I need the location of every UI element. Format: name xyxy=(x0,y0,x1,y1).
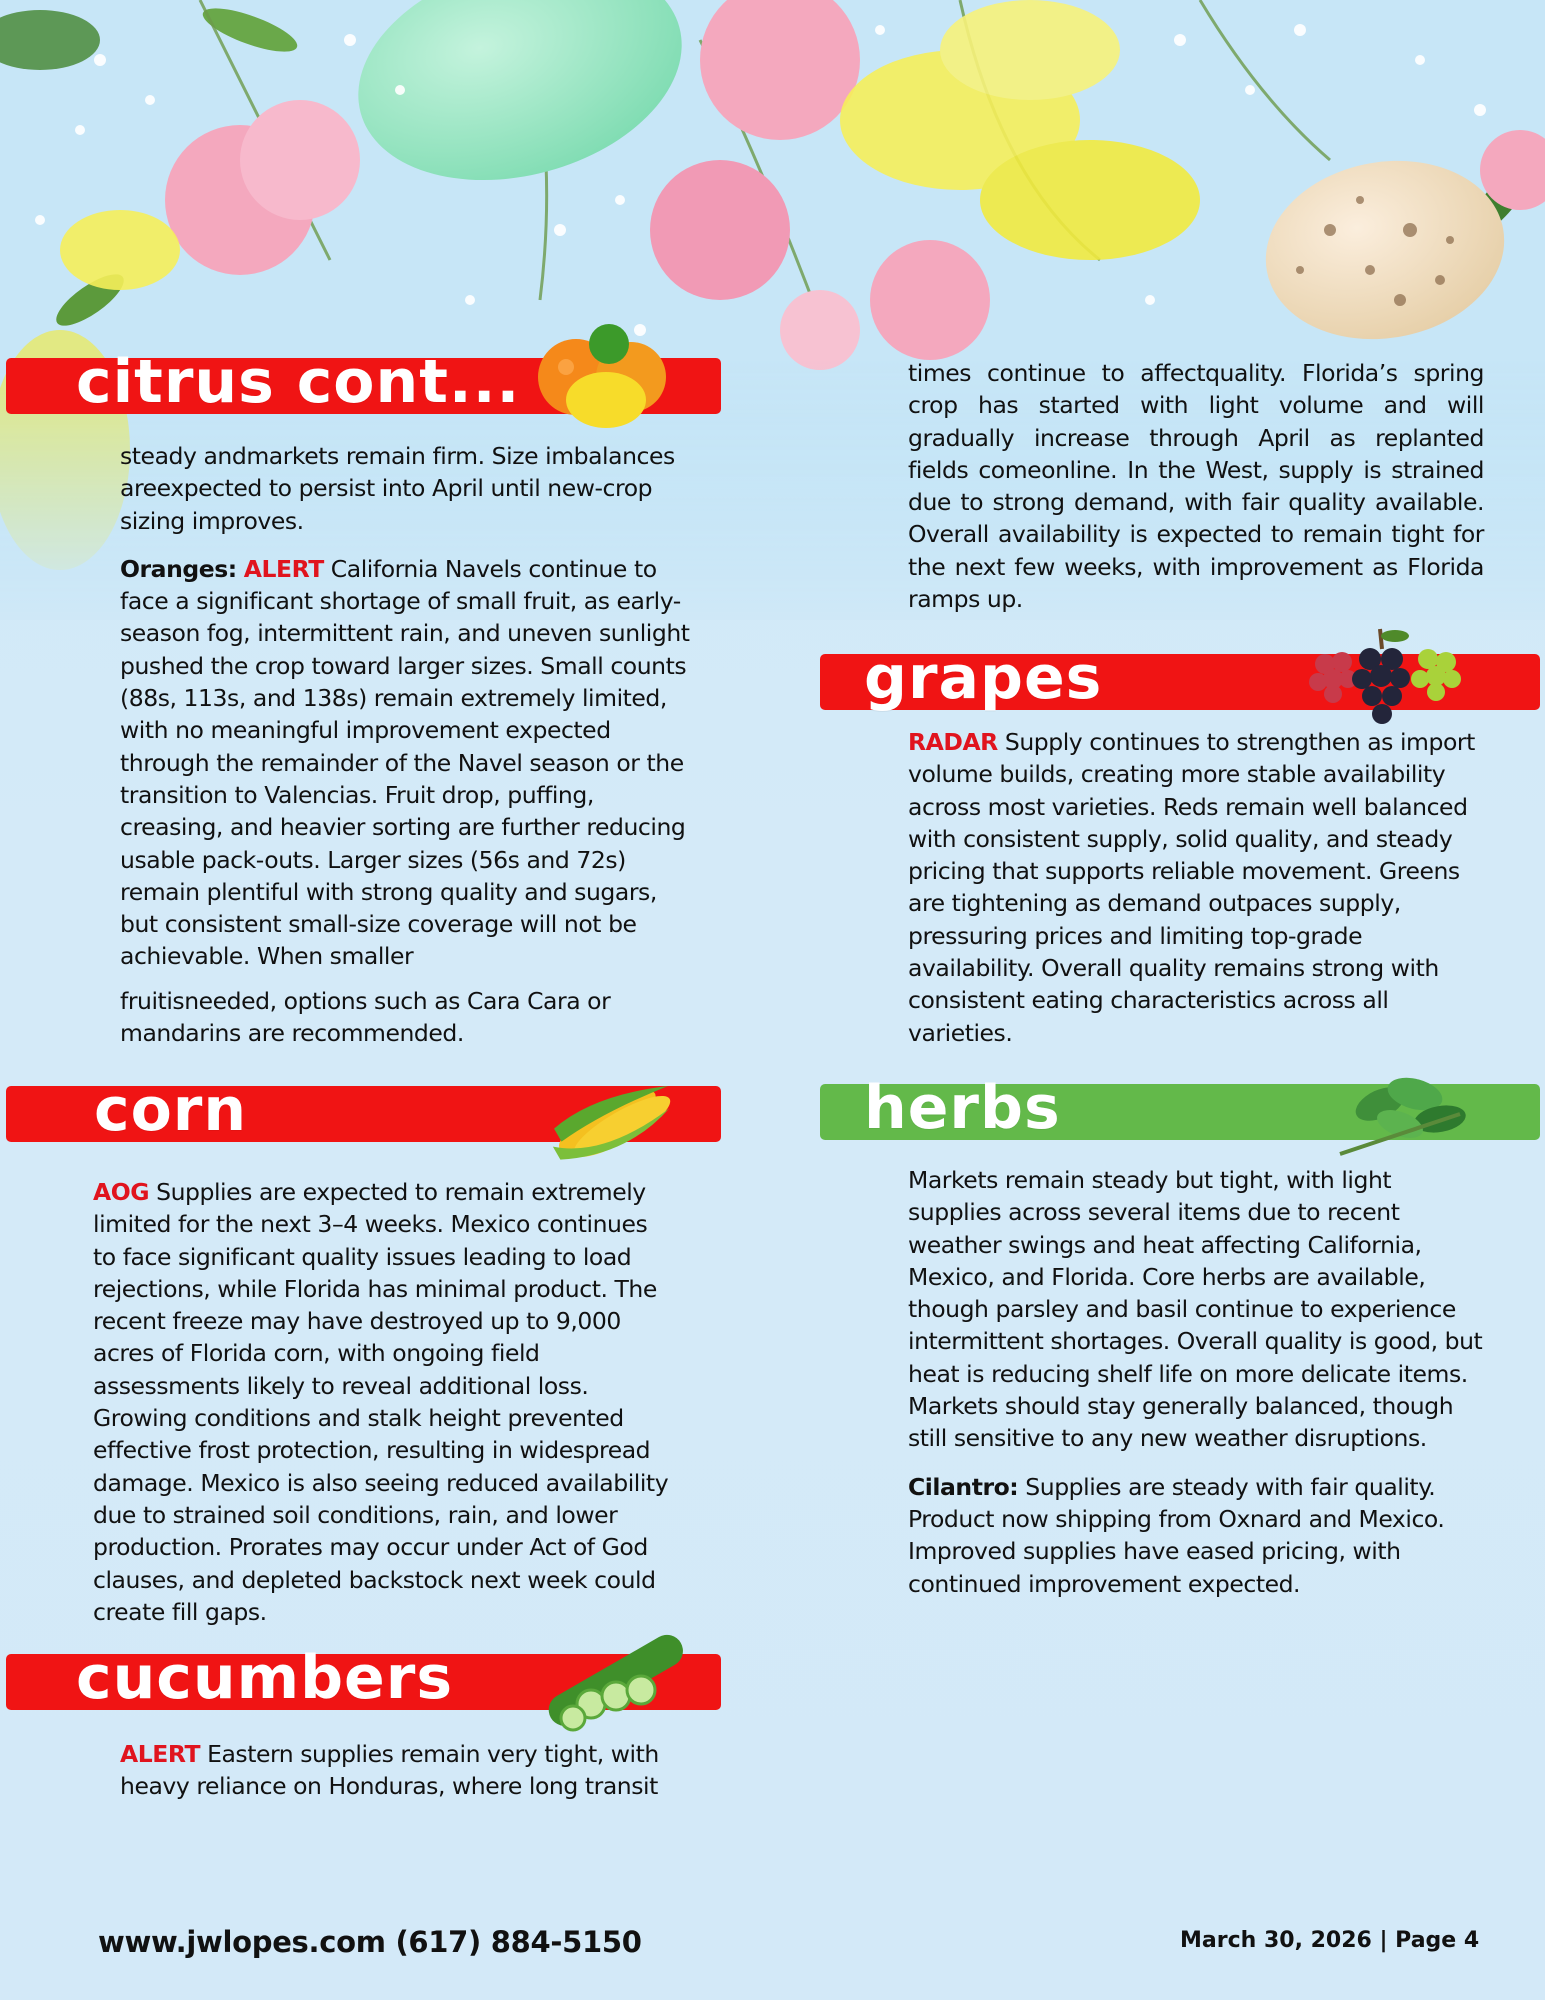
cilantro-paragraph xyxy=(908,1471,1484,1600)
corn-aog-tag: AOG xyxy=(93,1178,150,1206)
footer-page-number: Page 4 xyxy=(1395,1928,1480,1953)
footer-separator: | xyxy=(1371,1928,1396,1953)
citrus-paragraph: steady andmarkets remain firm. Size imbalances areexpected to persist into April until new-crop sizing improves. xyxy=(120,442,675,535)
corn-icon xyxy=(546,1066,686,1166)
oranges-paragraph-continued: fruitisneeded, options such as Cara Cara or mandarins are recommended. xyxy=(120,986,611,1048)
oranges-text: California Navels continue to face a significant shortage of small fruit, as early-season fog, intermittent rain, and uneven sunlight pushed the crop toward larger sizes. Small counts (88s, 113s, and 138s) remain extremely limited, with no meaningful improvement expected through the remainder of the Navel season or the transition to Valencias. Fruit drop, puffing, creasing, and heavier sorting are further reducing usable pack-outs. Larger sizes (56s and 72s) remain plentiful with strong quality and sugars, but consistent small-size coverage will not be achievable. When smaller xyxy=(120,554,690,971)
grapes-title: grapes xyxy=(864,643,1103,713)
cucumbers-continued-paragraph: times continue to affectquality. Florida’s spring crop has started with light volume and will gradually increase through April as replanted fields comeonline. In the West, supply is strained due to strong demand, with fair quality available. Overall availability is expected to remain tight for the next few weeks, with improvement as Florida ramps up. xyxy=(908,359,1484,614)
oranges-alert-tag: ALERT xyxy=(243,554,324,583)
cucumber-icon xyxy=(531,1632,691,1732)
grapes-paragraph xyxy=(908,726,1484,1049)
oranges-paragraph xyxy=(120,553,690,973)
citrus-fruit-icon xyxy=(531,322,671,432)
herbs-paragraph: Markets remain steady but tight, with light supplies across several items due to recent weather swings and heat affecting California, Mexico, and Florida. Core herbs are available, though parsley and basil continue to experience intermittent shortages. Overall quality is good, but heat is reducing shelf life on more delicate items. Markets should stay generally balanced, though still sensitive to any new weather disruptions. xyxy=(908,1166,1483,1453)
corn-title: corn xyxy=(94,1075,248,1145)
cucumbers-paragraph xyxy=(120,1738,690,1803)
cucumbers-body xyxy=(120,1738,690,1815)
footer-contact: www.jwlopes.com (617) 884-5150 xyxy=(98,1925,642,1959)
grapes-text: Supply continues to strengthen as import volume builds, creating more stable availability across most varieties. Reds remain well balanced with consistent supply, solid quality, and steady pricing that supports reliable movement. Greens are tightening as demand outpaces supply, pressuring prices and limiting top-grade availability. Overall quality remains strong with consistent eating characteristics across all varieties. xyxy=(908,728,1475,1047)
herbs-icon xyxy=(1330,1064,1480,1164)
corn-banner xyxy=(6,1075,721,1145)
grapes-body xyxy=(908,726,1484,1061)
cucumbers-title: cucumbers xyxy=(76,1643,454,1713)
cilantro-text: Supplies are steady with fair quality. Product now shipping from Oxnard and Mexico. Improved supplies have eased pricing, with continued improvement expected. xyxy=(908,1472,1445,1598)
cucumbers-continued-body xyxy=(908,357,1484,627)
corn-text: Supplies are expected to remain extremely limited for the next 3–4 weeks. Mexico continues to face significant quality issues leading to load rejections, while Florida has minimal product. The recent freeze may have destroyed up to 9,000 acres of Florida corn, with ongoing field assessments likely to reveal additional loss. Growing conditions and stalk height prevented effective frost protection, resulting in widespread damage. Mexico is also seeing reduced availability due to strained soil conditions, rain, and lower production. Prorates may occur under Act of God clauses, and depleted backstock next week could create fill gaps. xyxy=(93,1178,669,1626)
grapes-radar-tag: RADAR xyxy=(908,728,998,756)
citrus-banner xyxy=(6,347,721,417)
oranges-label: Oranges: xyxy=(120,554,237,583)
footer-page-info xyxy=(1180,1928,1479,1953)
corn-body xyxy=(93,1176,673,1640)
grapes-icon xyxy=(1300,624,1480,734)
herbs-banner xyxy=(820,1073,1540,1143)
herbs-body xyxy=(908,1164,1484,1612)
citrus-title: citrus cont... xyxy=(76,347,521,417)
cucumbers-alert-tag: ALERT xyxy=(120,1740,201,1768)
citrus-body xyxy=(120,440,690,1061)
cucumbers-text: Eastern supplies remain very tight, with heavy reliance on Honduras, where long transit xyxy=(120,1740,659,1801)
grapes-banner xyxy=(820,643,1540,713)
herbs-title: herbs xyxy=(864,1073,1061,1143)
footer-date: March 30, 2026 xyxy=(1180,1928,1372,1953)
cucumbers-banner xyxy=(6,1643,721,1713)
cilantro-label: Cilantro: xyxy=(908,1472,1019,1501)
corn-paragraph xyxy=(93,1176,673,1628)
